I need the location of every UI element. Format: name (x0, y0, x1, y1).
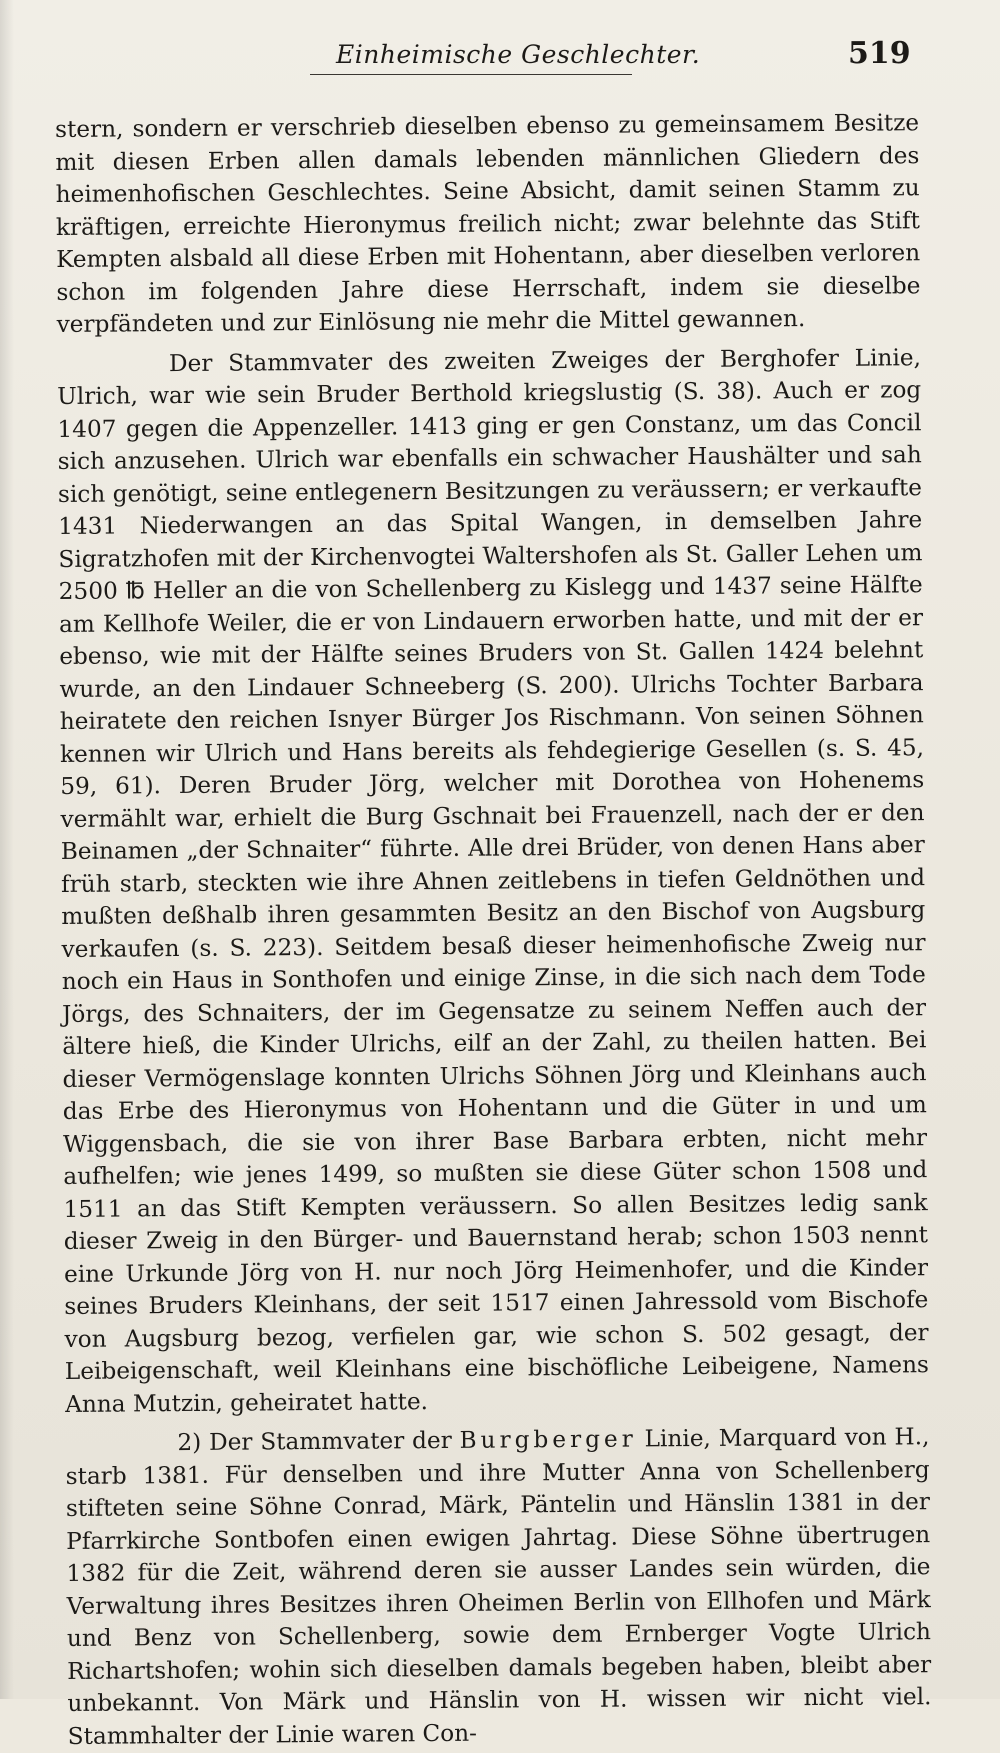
page-number: 519 (848, 36, 911, 71)
paragraph-1: stern, sondern er verschrieb dieselben ebenso zu gemeinsamem Besitze mit diesen Erben allen damals lebenden männlichen Gliedern des heimenhofischen Geschlechtes. Seine Absicht, damit seinen Stamm zu kräftigen, erreichte Hieronymus freilich nicht; zwar belehnte das Stift Kempten alsbald all diese Erben mit Hohentann, aber dieselben verloren schon im folgenden Jahre diese Herrschaft, indem sie dieselbe verpfändeten und zur Einlösung nie mehr die Mittel gewannen. (55, 109, 921, 338)
page-edge-shadow (0, 0, 14, 1699)
paragraph-2: Der Stammvater des zweiten Zweiges der Berghofer Linie, Ulrich, war wie sein Bruder Berthold kriegslustig (S. 38). Auch er zog 1407 gegen die Appenzeller. 1413 ging er gen Constanz, um das Concil sich anzusehen. Ulrich war ebenfalls ein schwacher Haushälter und sah sich genötigt, seine entlegenern Besitzungen zu veräussern; er verkaufte 1431 Niederwangen an das Spital Wangen, in demselben Jahre Sigratzhofen mit der Kirchenvogtei Waltershofen als St. Galler Lehen um 2500 ℔ Heller an die von Schellenberg zu Kislegg und 1437 seine Hälfte am Kellhofe Weiler, die er von Lindauern erworben hatte, und mit der er ebenso, wie mit der Hälfte seines Bruders von St. Gallen 1424 belehnt wurde, an den Lindauer Schneeberg (S. 200). Ulrichs Tochter Barbara heiratete den reichen Isnyer Bürger Jos Rischmann. Von seinen Söhnen kennen wir Ulrich und Hans bereits als fehdegierige Gesellen (s. S. 45, 59, 61). Deren Bruder Jörg, welcher mit Dorothea von Hohenems vermählt war, erhielt die Burg Gschnait bei Frauenzell, nach der er den Beinamen „der Schnaiter“ führte. Alle drei Brüder, von denen Hans aber früh starb, steckten wie ihre Ahnen zeitlebens in tiefen Geldnöthen und mußten deßhalb ihren gesammten Besitz an den Bischof von Augsburg verkaufen (s. S. 223). Seitdem besaß dieser heimenhofische Zweig nur noch ein Haus in Sonthofen und einige Zinse, in die sich nach dem Tode Jörgs, des Schnaiters, der im Gegensatze zu seinem Neffen auch der ältere hieß, die Kinder Ulrichs, eilf an der Zahl, zu theilen hatten. Bei dieser Vermögenslage konnten Ulrichs Söhnen Jörg und Kleinhans auch das Erbe des Hieronymus von Hohentann und die Güter in und um Wiggensbach, die sie von ihrer Base Barbara erbten, nicht mehr aufhelfen; wie jenes 1499, so mußten sie diese Güter schon 1508 und 1511 an das Stift Kempten veräussern. So allen Besitzes ledig sank dieser Zweig in den Bürger- und Bauernstand herab; schon 1503 nennt eine Urkunde Jörg von H. nur noch Jörg Heimenhofer, und die Kinder seines Bruders Kleinhans, der seit 1517 einen Jahressold vom Bischofe von Augsburg bezog, verfielen gar, wie schon S. 502 gesagt, der Leibeigenschaft, weil Kleinhans eine bischöfliche Leibeigene, Namens Anna Mutzin, geheiratet hatte. (57, 343, 929, 1418)
body-text (55, 107, 932, 1753)
paragraph-3 (65, 1421, 932, 1753)
paragraph-3-start: 2) Der Stammvater der (177, 1426, 460, 1457)
header-rule (310, 74, 632, 75)
spaced-line-name: Burgberger (459, 1425, 637, 1454)
page-header (0, 30, 1000, 80)
running-title: Einheimische Geschlechter. (336, 40, 701, 69)
paragraph-3-rest: Linie, Marquard von H., starb 1381. Für denselben und ihre Mutter Anna von Schellenberg stifteten seine Söhne Conrad, Märk, Päntelin und Hänslin 1381 in der Pfarrkirche Sontbofen einen ewigen Jahrtag. Diese Söhne übertrugen 1382 für die Zeit, während deren sie ausser Landes sein würden, die Verwaltung ihres Besitzes ihren Oheimen Berlin von Ellhofen und Märk und Benz von Schellenberg, sowie dem Ernberger Vogte Ulrich Richartshofen; wohin sich dieselben damals begeben haben, bleibt aber unbekannt. Von Märk und Hänslin von H. wissen wir nicht viel. Stammhalter der Linie waren Con- (65, 1423, 932, 1750)
